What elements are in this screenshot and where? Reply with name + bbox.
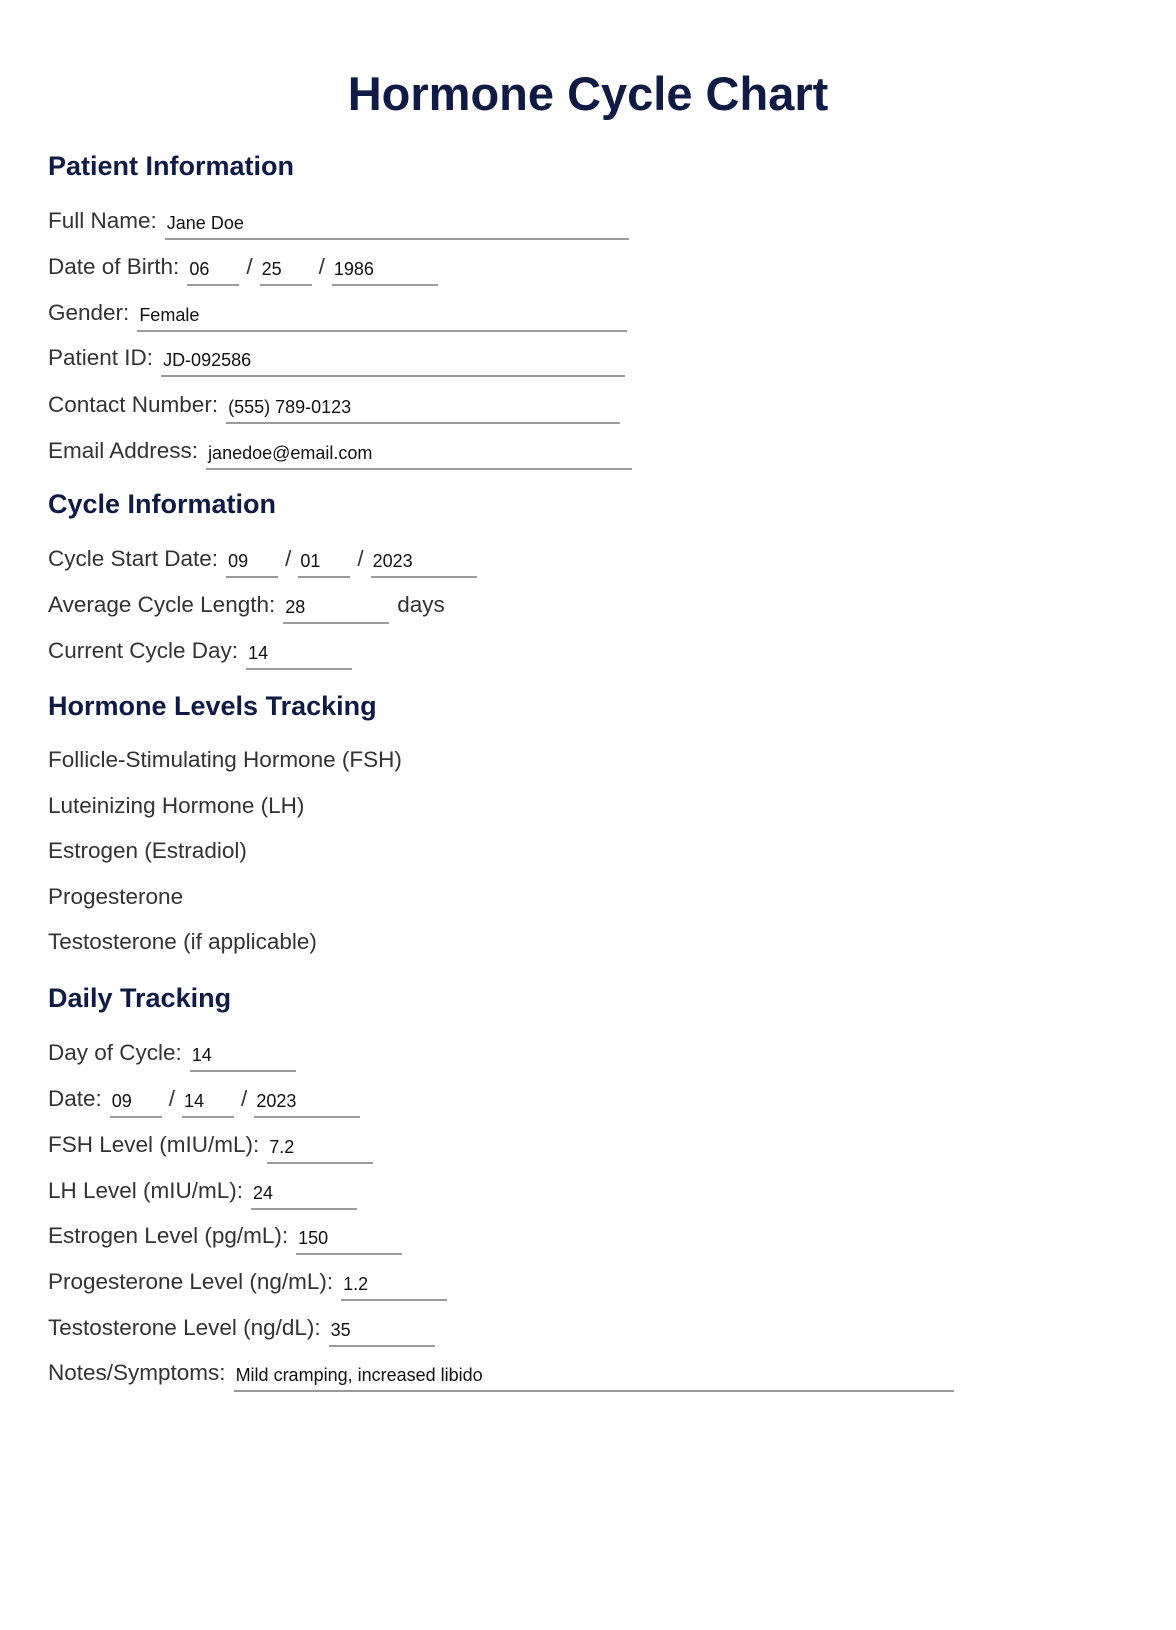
cycle-start-date-row bbox=[48, 545, 477, 572]
estrogen-level-row bbox=[48, 1222, 402, 1249]
current-cycle-day-row bbox=[48, 637, 352, 664]
date-separator: / bbox=[241, 1086, 248, 1111]
date-separator: / bbox=[318, 254, 325, 279]
cycle-start-year-field[interactable]: 2023 bbox=[371, 551, 477, 578]
hormone-item-testosterone: Testosterone (if applicable) bbox=[48, 929, 317, 954]
cycle-start-month-field[interactable]: 09 bbox=[226, 551, 278, 578]
lh-level-field[interactable]: 24 bbox=[251, 1183, 357, 1210]
cycle-start-day-field[interactable]: 01 bbox=[298, 551, 350, 578]
gender-field[interactable]: Female bbox=[137, 305, 627, 332]
section-heading-cycle-information: Cycle Information bbox=[48, 489, 277, 519]
day-of-cycle-label: Day of Cycle: bbox=[48, 1040, 182, 1065]
date-month-field[interactable]: 09 bbox=[110, 1091, 162, 1118]
section-heading-patient-information: Patient Information bbox=[48, 151, 295, 181]
date-separator: / bbox=[246, 254, 253, 279]
hormone-item-progesterone: Progesterone bbox=[48, 884, 184, 909]
fsh-level-label: FSH Level (mIU/mL): bbox=[48, 1132, 260, 1157]
contact-number-label: Contact Number: bbox=[48, 392, 219, 417]
notes-label: Notes/Symptoms: bbox=[48, 1360, 226, 1385]
date-separator: / bbox=[285, 546, 292, 571]
average-cycle-length-row bbox=[48, 591, 445, 618]
date-label: Date: bbox=[48, 1086, 102, 1111]
hormone-item-estrogen: Estrogen (Estradiol) bbox=[48, 838, 247, 863]
contact-number-field[interactable]: (555) 789-0123 bbox=[226, 397, 620, 424]
testosterone-level-field[interactable]: 35 bbox=[329, 1320, 435, 1347]
dob-month-field[interactable]: 06 bbox=[187, 259, 239, 286]
section-heading-hormone-levels-tracking: Hormone Levels Tracking bbox=[48, 691, 377, 721]
dob-day-field[interactable]: 25 bbox=[260, 259, 312, 286]
full-name-row bbox=[48, 207, 629, 234]
dob-label: Date of Birth: bbox=[48, 254, 180, 279]
progesterone-level-row bbox=[48, 1268, 447, 1295]
patient-id-label: Patient ID: bbox=[48, 345, 154, 370]
date-row bbox=[48, 1085, 360, 1112]
lh-level-row bbox=[48, 1177, 357, 1204]
date-day-field[interactable]: 14 bbox=[182, 1091, 234, 1118]
hormone-item-lh: Luteinizing Hormone (LH) bbox=[48, 793, 305, 818]
current-cycle-day-label: Current Cycle Day: bbox=[48, 638, 239, 663]
date-separator: / bbox=[168, 1086, 176, 1111]
patient-id-row bbox=[48, 344, 625, 371]
estrogen-level-field[interactable]: 150 bbox=[296, 1228, 402, 1255]
day-of-cycle-field[interactable]: 14 bbox=[190, 1045, 296, 1072]
gender-label: Gender: bbox=[48, 300, 130, 325]
email-row bbox=[48, 437, 632, 464]
page-title: Hormone Cycle Chart bbox=[347, 67, 829, 120]
progesterone-level-label: Progesterone Level (ng/mL): bbox=[48, 1269, 334, 1294]
email-label: Email Address: bbox=[48, 438, 199, 463]
progesterone-level-field[interactable]: 1.2 bbox=[341, 1274, 447, 1301]
average-cycle-length-field[interactable]: 28 bbox=[283, 597, 389, 624]
full-name-field[interactable]: Jane Doe bbox=[165, 213, 629, 240]
full-name-label: Full Name: bbox=[48, 208, 157, 233]
contact-number-row bbox=[48, 391, 620, 418]
date-year-field[interactable]: 2023 bbox=[254, 1091, 360, 1118]
cycle-start-date-label: Cycle Start Date: bbox=[48, 546, 219, 571]
email-field[interactable]: janedoe@email.com bbox=[206, 443, 632, 470]
patient-id-field[interactable]: JD-092586 bbox=[161, 350, 625, 377]
fsh-level-row bbox=[48, 1131, 373, 1158]
date-separator: / bbox=[357, 546, 364, 571]
lh-level-label: LH Level (mIU/mL): bbox=[48, 1178, 244, 1203]
days-unit-label: days bbox=[397, 592, 445, 617]
fsh-level-field[interactable]: 7.2 bbox=[267, 1137, 373, 1164]
notes-field[interactable]: Mild cramping, increased libido bbox=[234, 1365, 954, 1392]
day-of-cycle-row bbox=[48, 1039, 296, 1066]
testosterone-level-row bbox=[48, 1314, 435, 1341]
dob-year-field[interactable]: 1986 bbox=[332, 259, 438, 286]
average-cycle-length-label: Average Cycle Length: bbox=[48, 592, 276, 617]
dob-row bbox=[48, 253, 438, 280]
current-cycle-day-field[interactable]: 14 bbox=[246, 643, 352, 670]
hormone-item-fsh: Follicle-Stimulating Hormone (FSH) bbox=[48, 747, 402, 772]
estrogen-level-label: Estrogen Level (pg/mL): bbox=[48, 1223, 289, 1248]
gender-row bbox=[48, 299, 627, 326]
testosterone-level-label: Testosterone Level (ng/dL): bbox=[48, 1315, 321, 1340]
notes-row bbox=[48, 1359, 954, 1386]
section-heading-daily-tracking: Daily Tracking bbox=[48, 983, 232, 1013]
